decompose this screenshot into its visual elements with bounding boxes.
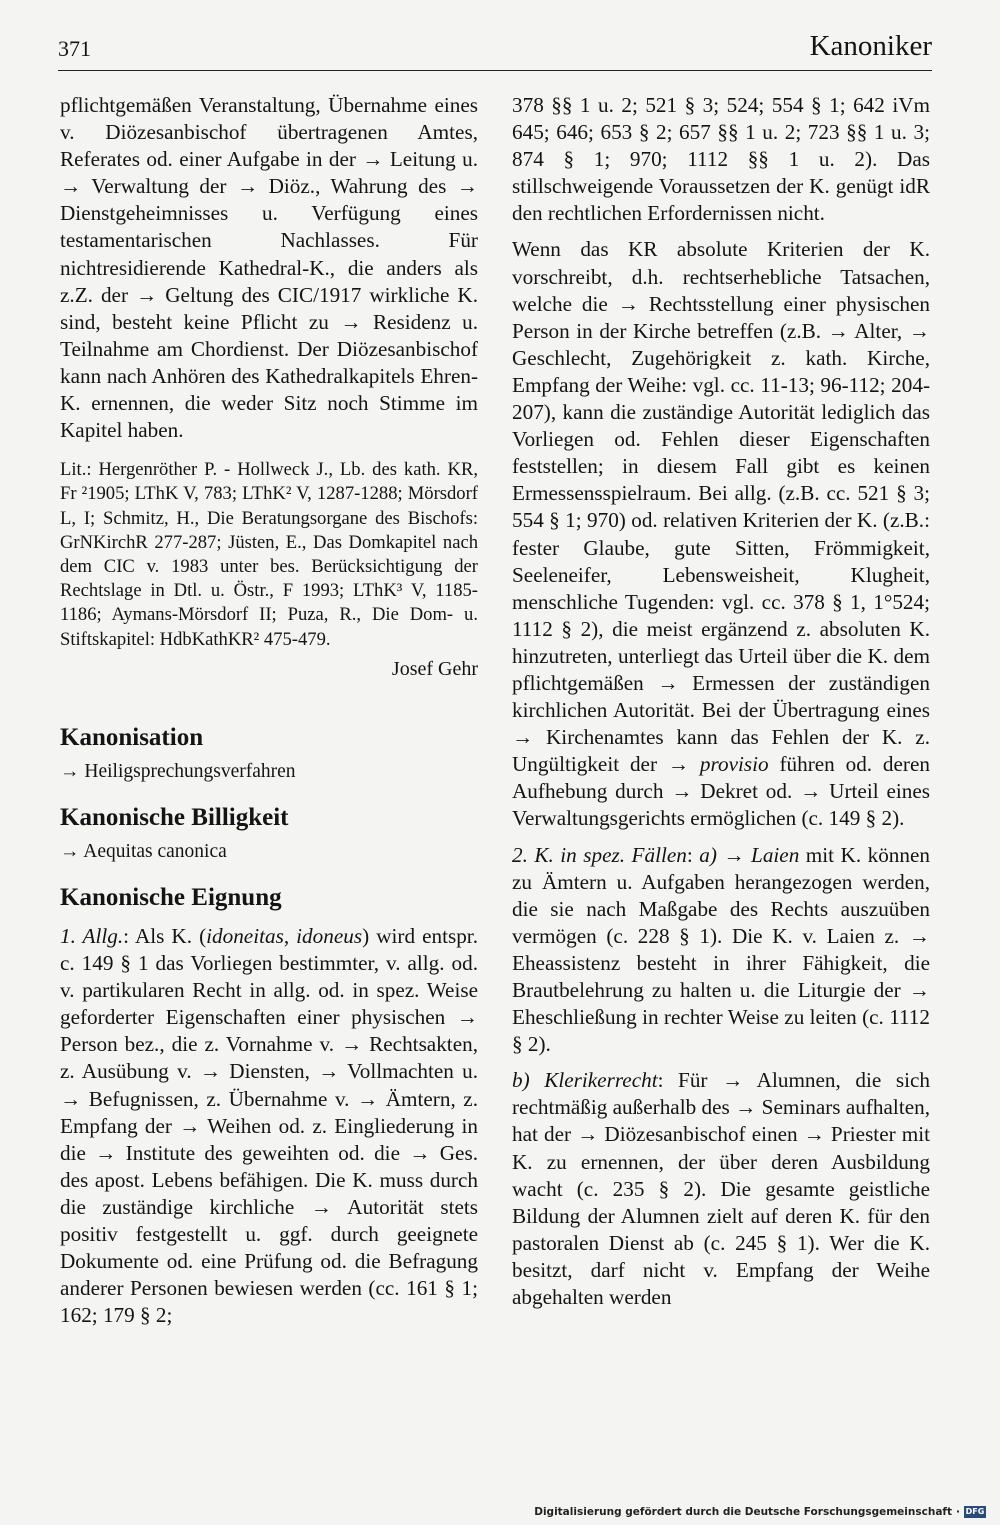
paragraph-klerikerrecht: b) Klerikerrecht: Für → Alumnen, die sich rechtmäßig außerhalb des → Seminars aufhalten, hat der → Diözesanbischof einen → Priester mit K. zu ernennen, der über deren Ausbildung wacht (c. 235 § 2). Die gesamte geistliche Bildung der Alumnen zielt auf deren K. für den pastoralen Dienst ab (c. 245 § 1). Wer die K. besitzt, darf nicht v. Empfang der Weihe abgehalten werden xyxy=(512,1068,930,1310)
dfg-logo: DFG xyxy=(965,1507,985,1516)
entry-heading-kanonisation: Kanonisation xyxy=(60,723,204,751)
subsection-label: a) xyxy=(699,842,717,867)
page-header xyxy=(58,28,932,71)
latin-term: provisio xyxy=(699,752,769,777)
page-number: 371 xyxy=(58,36,91,61)
literature-list: Lit.: Hergenröther P. - Hollweck J., Lb. des kath. KR, Fr ²1905; LThK V, 783; LThK² V, 1287-1288; Mörsdorf L, I; Schmitz, H., Die Beratungsorgane des Bischofs: GrNKirchR 277-287; Jüsten, E., Das Domkapitel nach dem CIC v. 1983 unter bes. Berücksichtigung der Rechtslage in Dtl. u. Östr., F 1993; LThK³ V, 1185-1186; Aymans-Mörsdorf II; Puza, R., Die Dom- u. Stiftskapitel: HdbKathKR² 475-479. xyxy=(60,459,478,650)
digitization-footer: Digitalisierung gefördert durch die Deutsche Forschungsgemeinschaft · DFG xyxy=(534,1506,985,1518)
right-column xyxy=(512,92,930,1311)
paragraph-eignung-kriterien: Wenn das KR absolute Kriterien der K. vorschreibt, d.h. rechtserhebliche Tatsachen, welche die → Rechtsstellung einer physischen Person in der Kirche betreffen (z.B. → Alter, → Geschlecht, Zugehörigkeit z. kath. Kirche, Empfang der Weihe: vgl. cc. 11-13; 96-112; 204-207), kann die zuständige Autorität lediglich das Vorliegen od. Fehlen dieser Eigenschaften feststellen; in diesem Fall gibt es keinen Ermessensspielraum. Bei allg. (z.B. cc. 521 § 3; 554 § 1; 970) od. relativen Kriterien der K. (z.B.: fester Glaube, gute Sitten, Frömmigkeit, Seeleneifer, Lebensweisheit, Klugheit, menschliche Tugenden: vgl. cc. 378 § 1, 1°524; 1112 § 2), die meist ergänzend z. absoluten K. hinzutreten, unterliegt das Urteil über die K. dem pflichtgemäßen → Ermessen der zuständigen kirchlichen Autorität. Bei der Übertragung eines → Kirchenamtes kann das Fehlen der K. z. Ungültigkeit der → provisio führen od. deren Aufhebung durch → Dekret od. → Urteil eines Verwaltungsgerichts ermöglichen (c. 149 § 2). xyxy=(512,237,930,831)
latin-term: idoneus xyxy=(296,923,363,948)
author-signature: Josef Gehr xyxy=(391,657,478,680)
entry-heading-eignung: Kanonische Eignung xyxy=(60,883,282,911)
paragraph-eignung-references: 378 §§ 1 u. 2; 521 § 3; 524; 554 § 1; 642 iVm 645; 646; 653 § 2; 657 §§ 1 u. 2; 723 §§ 1 u. 3; 874 § 1; 970; 1112 §§ 1 u. 2). Das stillschweigende Voraussetzen der K. genügt idR den rechtlichen Erfordernissen nicht. xyxy=(512,93,930,226)
latin-term: idoneitas xyxy=(206,923,284,948)
section-label: 2. K. in spez. Fällen xyxy=(512,842,687,867)
running-head: Kanoniker xyxy=(809,30,932,62)
entry-heading-billigkeit: Kanonische Billigkeit xyxy=(60,803,289,831)
left-column xyxy=(60,92,478,1329)
footer-text: Digitalisierung gefördert durch die Deutsche Forschungsgemeinschaft xyxy=(534,1506,952,1518)
subsection-label: b) Klerikerrecht xyxy=(512,1068,658,1093)
emphasized-term: Laien xyxy=(751,842,800,867)
paragraph-eignung-spezial: 2. K. in spez. Fällen: a) → Laien mit K. können zu Ämtern u. Aufgaben herangezogen werden, die sie nach Maßgabe des Rechts auszuüben vermögen (c. 228 § 1). Die K. v. Laien z. → Eheassistenz besteht in ihrer Fähigkeit, die Brautbelehrung zu halten u. die Liturgie der → Eheschließung in rechter Weise zu leiten (c. 1112 § 2). xyxy=(512,842,930,1057)
section-label: 1. Allg. xyxy=(60,923,124,948)
paragraph-eignung-allgemein: 1. Allg.: Als K. (idoneitas, idoneus) wird entspr. c. 149 § 1 das Vorliegen bestimmter, v. allg. od. v. partikularen Recht in allg. od. in spez. Weise geforderter Eigenschaften einer physischen → Person bez., die z. Vornahme v. → Rechtsakten, z. Ausübung v. → Diensten, → Vollmachten u. → Befugnissen, z. Übernahme v. → Ämtern, z. Empfang der → Weihen od. z. Eingliederung in die → Institute des geweihten od. die → Ges. des apost. Lebens befähigen. Die K. muss durch die zuständige kirchliche → Autorität stets positiv festgestellt u. ggf. durch geeignete Dokumente od. eine Prüfung od. die Befragung anderer Personen bewiesen werden (cc. 161 § 1; 162; 179 § 2; xyxy=(60,923,478,1328)
paragraph-kanoniker-continued: pflichtgemäßen Veranstaltung, Übernahme eines v. Diözesanbischof übertragenen Amtes, Referates od. einer Aufgabe in der → Leitung u. → Verwaltung der → Diöz., Wahrung des → Dienstgeheimnisses u. Verfügung eines testamentarischen Nachlasses. Für nichtresidierende Kathedral-K., die anders als z.Z. der → Geltung des CIC/1917 wirkliche K. sind, besteht keine Pflicht zu → Residenz u. Teilnahme am Chordienst. Der Diözesanbischof kann nach Anhören des Kathedralkapitels Ehren-K. ernennen, die weder Sitz noch Stimme im Kapitel haben. xyxy=(60,93,478,443)
cross-reference-billigkeit: → Aequitas canonica xyxy=(60,840,227,862)
cross-reference-kanonisation: → Heiligsprechungsverfahren xyxy=(60,760,296,782)
